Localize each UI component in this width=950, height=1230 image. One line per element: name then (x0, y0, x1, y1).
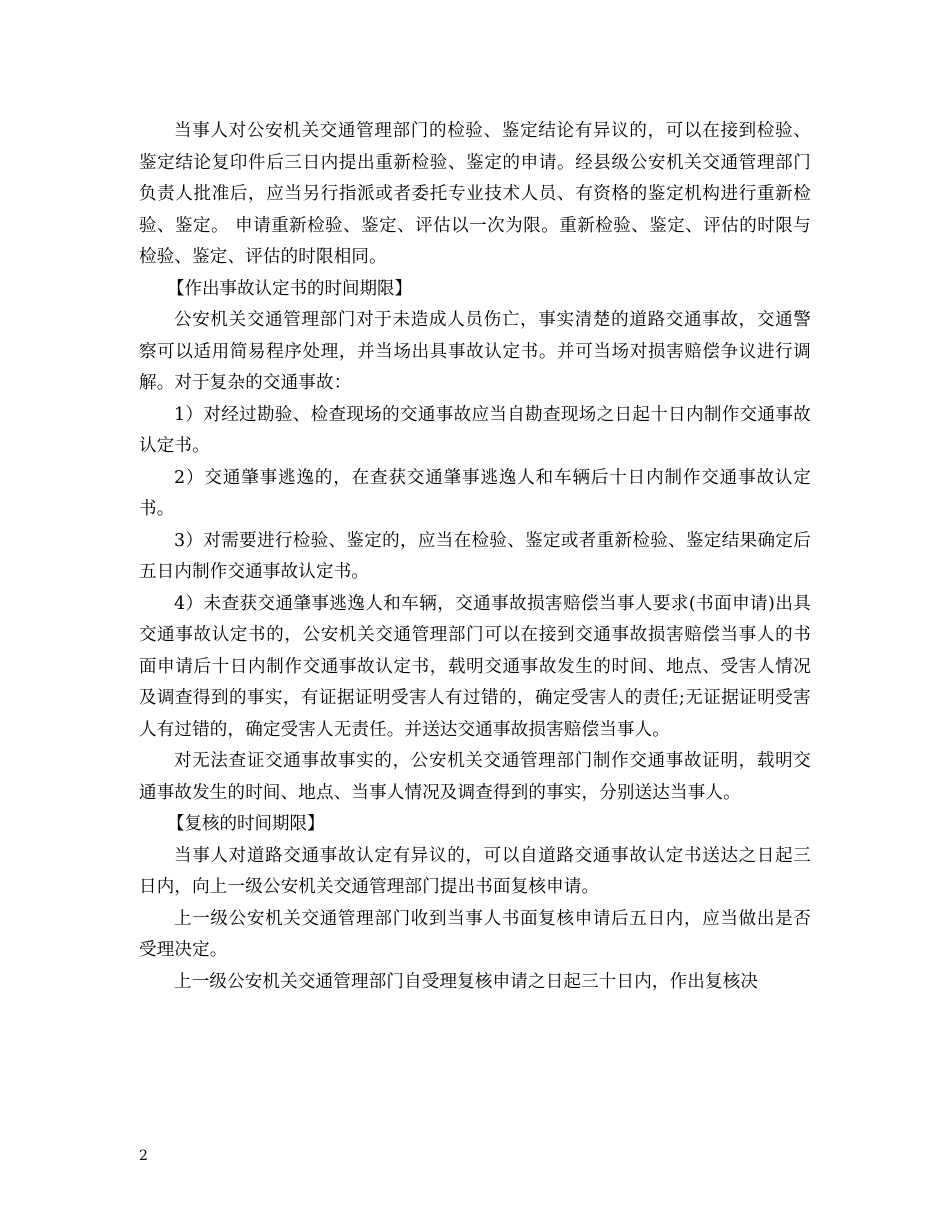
document-body (139, 116, 811, 998)
list-item-2: 2）交通肇事逃逸的，在查获交通肇事逃逸人和车辆后十日内制作交通事故认定书。 (139, 467, 811, 519)
paragraph-review-decision: 上一级公安机关交通管理部门自受理复核申请之日起三十日内，作出复核决 (174, 971, 759, 992)
paragraph-review-application: 当事人对道路交通事故认定有异议的，可以自道路交通事故认定书送达之日起三日内，向上一级公安机关交通管理部门提出书面复核申请。 (139, 845, 811, 897)
paragraph-accident-certificate: 对无法查证交通事故事实的，公安机关交通管理部门制作交通事故证明，载明交通事故发生的时间、地点、当事人情况及调查得到的事实，分别送达当事人。 (139, 751, 811, 803)
list-item-4: 4）未查获交通肇事逃逸人和车辆，交通事故损害赔偿当事人要求(书面申请)出具交通事故认定书的，公安机关交通管理部门可以在接到交通事故损害赔偿当事人的书面申请后十日内制作交通事故认定书，载明交通事故发生的时间、地点、受害人情况及调查得到的事实，有证据证明受害人有过错的，确定受害人的责任;无证据证明受害人有过错的，确定受害人无责任。并送达交通事故损害赔偿当事人。 (139, 593, 811, 740)
paragraph-simple-procedure: 公安机关交通管理部门对于未造成人员伤亡，事实清楚的道路交通事故，交通警察可以适用简易程序处理，并当场出具事故认定书。并可当场对损害赔偿争议进行调解。对于复杂的交通事故： (139, 310, 811, 393)
section-heading-accident-determination: 【作出事故认定书的时间期限】 (167, 278, 412, 299)
paragraph-reinspection: 当事人对公安机关交通管理部门的检验、鉴定结论有异议的，可以在接到检验、鉴定结论复印件后三日内提出重新检验、鉴定的申请。经县级公安机关交通管理部门负责人批准后，应当另行指派或者委托专业技术人员、有资格的鉴定机构进行重新检验、鉴定。 申请重新检验、鉴定、评估以一次为限。重新检验、鉴定、评估的时限与检验、鉴定、评估的时限相同。 (139, 121, 811, 267)
list-item-1: 1）对经过勘验、检查现场的交通事故应当自勘查现场之日起十日内制作交通事故认定书。 (139, 404, 811, 456)
list-item-3: 3）对需要进行检验、鉴定的，应当在检验、鉴定或者重新检验、鉴定结果确定后五日内制作交通事故认定书。 (139, 530, 811, 582)
page-number: 2 (139, 1148, 148, 1164)
paragraph-acceptance-decision: 上一级公安机关交通管理部门收到当事人书面复核申请后五日内，应当做出是否受理决定。 (139, 908, 811, 960)
section-heading-review-period: 【复核的时间期限】 (167, 814, 325, 834)
